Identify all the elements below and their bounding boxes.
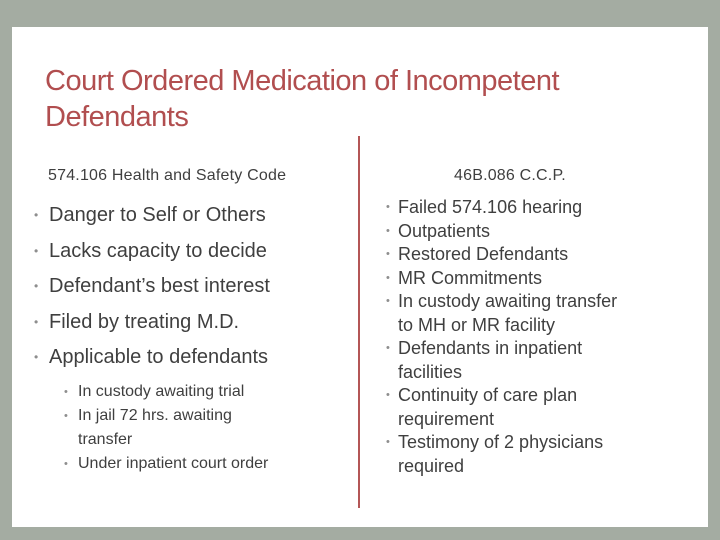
left-column-heading: 574.106 Health and Safety Code bbox=[48, 167, 287, 184]
sub-list-item-continuation: transfer bbox=[78, 430, 133, 448]
bullet-icon: • bbox=[64, 457, 68, 470]
list-item: • Lacks capacity to decide bbox=[34, 234, 354, 270]
column-divider bbox=[358, 136, 360, 508]
list-item-continuation: to MH or MR facility bbox=[398, 314, 556, 335]
list-item: • Restored Defendants bbox=[386, 243, 686, 267]
list-item: • Danger to Self or Others bbox=[34, 198, 354, 234]
list-item: • Failed 574.106 hearing bbox=[386, 196, 686, 220]
bullet-icon: • bbox=[386, 271, 390, 284]
right-bullet-list bbox=[386, 196, 686, 478]
slide bbox=[12, 27, 708, 527]
bullet-icon: • bbox=[34, 279, 39, 293]
bullet-icon: • bbox=[64, 385, 68, 398]
list-item-continuation: requirement bbox=[398, 408, 495, 429]
sub-list-item: • Under inpatient court order bbox=[34, 452, 354, 476]
bullet-icon: • bbox=[34, 243, 39, 258]
list-item: • Filed by treating M.D. bbox=[34, 305, 354, 341]
title-line-1: Court Ordered Medication of Incompetent bbox=[45, 65, 560, 97]
sub-list-item: • In jail 72 hrs. awaiting bbox=[34, 404, 354, 428]
right-column-heading: 46B.086 C.C.P. bbox=[454, 167, 566, 184]
list-item-continuation: facilities bbox=[398, 361, 463, 382]
bullet-icon: • bbox=[386, 224, 390, 237]
bullet-icon: • bbox=[386, 436, 390, 448]
list-item: • Testimony of 2 physicians bbox=[386, 431, 686, 455]
slide-title bbox=[45, 63, 645, 135]
sub-list-item: • In custody awaiting trial bbox=[34, 380, 354, 404]
bullet-icon: • bbox=[386, 342, 390, 354]
list-item: • Defendants in inpatient bbox=[386, 337, 686, 361]
title-line-2: Defendants bbox=[45, 101, 189, 133]
list-item: • MR Commitments bbox=[386, 267, 686, 291]
bullet-icon: • bbox=[386, 295, 390, 307]
bullet-icon: • bbox=[386, 248, 390, 260]
list-item: • Continuity of care plan bbox=[386, 384, 686, 408]
bullet-icon: • bbox=[34, 350, 39, 364]
list-item: • Outpatients bbox=[386, 220, 686, 244]
bullet-icon: • bbox=[34, 208, 39, 222]
list-item: • Defendant’s best interest bbox=[34, 269, 354, 305]
bullet-icon: • bbox=[34, 314, 39, 329]
bullet-icon: • bbox=[64, 409, 68, 422]
list-item: • In custody awaiting transfer bbox=[386, 290, 686, 314]
list-item-continuation: required bbox=[398, 455, 465, 476]
bullet-icon: • bbox=[386, 201, 390, 213]
bullet-icon: • bbox=[386, 389, 390, 401]
list-item: • Applicable to defendants bbox=[34, 340, 354, 376]
left-bullet-list bbox=[34, 198, 354, 476]
